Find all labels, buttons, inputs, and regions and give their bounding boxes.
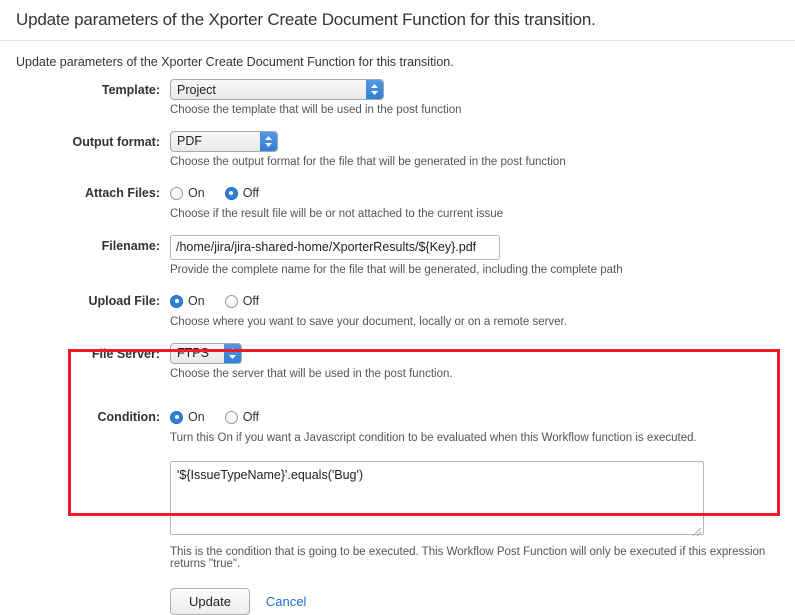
template-label: Template: xyxy=(101,83,160,97)
attach-files-on-label: On xyxy=(188,186,205,201)
file-server-select[interactable] xyxy=(170,343,242,364)
upload-file-description: Choose where you want to save your document, locally or on a remote server. xyxy=(170,316,567,329)
output-format-select-wrap xyxy=(170,131,278,152)
radio-selected-icon[interactable] xyxy=(225,187,238,200)
template-select[interactable] xyxy=(170,79,384,100)
upload-file-field xyxy=(168,290,795,341)
cancel-link[interactable]: Cancel xyxy=(265,593,307,609)
file-server-label: File Server: xyxy=(91,346,160,361)
condition-off-option[interactable] xyxy=(225,410,273,424)
update-button[interactable]: Update xyxy=(170,588,250,615)
field-row-condition xyxy=(0,406,795,570)
field-row-file-server xyxy=(0,343,795,393)
attach-files-on-option[interactable] xyxy=(170,186,219,200)
condition-footer-description: This is the condition that is going to be executed. This Workflow Post Function will only be executed if this expression returns "true". xyxy=(170,545,766,570)
radio-selected-icon[interactable] xyxy=(170,411,183,424)
output-format-label: Output format: xyxy=(72,134,160,149)
condition-field xyxy=(168,406,795,570)
condition-off-label: Off xyxy=(242,410,260,425)
condition-script-textarea[interactable] xyxy=(170,461,704,535)
filename-label: Filename: xyxy=(101,238,160,253)
upload-file-radio-group xyxy=(170,290,795,312)
file-server-select-wrap xyxy=(170,343,242,364)
condition-on-option[interactable] xyxy=(170,410,219,424)
field-row-filename xyxy=(0,235,795,289)
upload-file-on-label: On xyxy=(188,294,205,309)
filename-input[interactable] xyxy=(170,235,500,260)
attach-files-off-option[interactable] xyxy=(225,186,273,200)
radio-icon[interactable] xyxy=(225,411,238,424)
condition-description: Turn this On if you want a Javascript condition to be evaluated when this Workflow function is executed. xyxy=(170,432,697,445)
template-select-wrap xyxy=(170,79,384,100)
filename-description: Provide the complete name for the file that will be generated, including the complete path xyxy=(170,263,623,276)
field-row-template xyxy=(0,79,795,129)
template-field xyxy=(168,79,795,129)
template-description: Choose the template that will be used in the post function xyxy=(170,104,462,116)
condition-textarea-wrap xyxy=(170,461,704,538)
form-actions xyxy=(0,588,795,615)
upload-file-off-label: Off xyxy=(242,294,260,309)
radio-selected-icon[interactable] xyxy=(170,295,183,308)
file-server-field xyxy=(168,343,795,393)
filename-field xyxy=(168,235,795,289)
upload-file-off-option[interactable] xyxy=(225,294,273,308)
attach-files-radio-group xyxy=(170,182,795,204)
attach-files-field xyxy=(168,182,795,233)
radio-icon[interactable] xyxy=(170,187,183,200)
radio-icon[interactable] xyxy=(225,295,238,308)
attach-files-off-label: Off xyxy=(242,186,260,201)
field-row-upload-file xyxy=(0,290,795,341)
attach-files-description: Choose if the result file will be or not attached to the current issue xyxy=(170,208,504,221)
upload-file-label: Upload File: xyxy=(88,294,160,309)
file-server-description: Choose the server that will be used in the post function. xyxy=(170,367,453,380)
page-title: Update parameters of the Xporter Create Document Function for this transition. xyxy=(16,10,596,29)
intro-text: Update parameters of the Xporter Create Document Function for this transition. xyxy=(16,55,454,69)
output-format-field xyxy=(168,131,795,181)
output-format-select[interactable] xyxy=(170,131,278,152)
field-row-attach-files xyxy=(0,182,795,233)
condition-on-label: On xyxy=(188,410,205,425)
output-format-description: Choose the output format for the file that will be generated in the post function xyxy=(170,155,566,168)
upload-file-on-option[interactable] xyxy=(170,294,219,308)
parameters-form xyxy=(0,75,795,615)
attach-files-label: Attach Files: xyxy=(84,186,160,201)
field-row-output-format xyxy=(0,131,795,181)
condition-label: Condition: xyxy=(97,410,160,425)
condition-radio-group xyxy=(170,406,795,428)
